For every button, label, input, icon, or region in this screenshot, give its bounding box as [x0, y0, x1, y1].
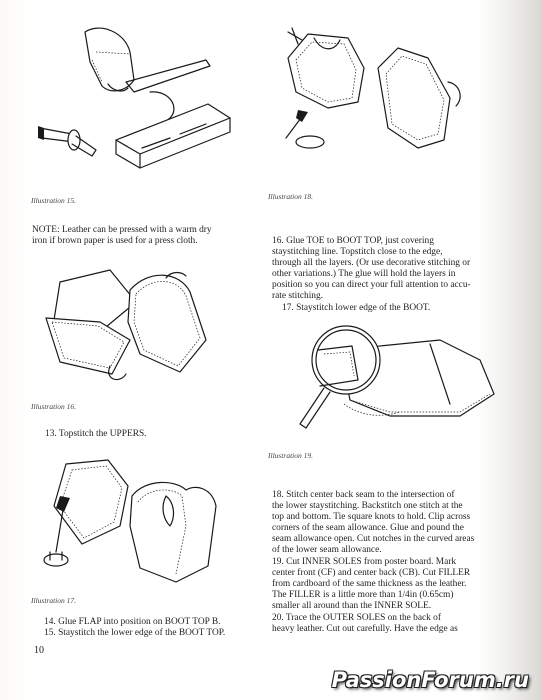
illustration-16-drawing — [40, 262, 220, 392]
step-16-line: staystitching line. Topstitch close to the edge, — [272, 247, 443, 257]
step-16-line: 16. Glue TOE to BOOT TOP, just covering — [272, 236, 434, 246]
illustration-17-drawing — [36, 456, 246, 596]
step-19-line: 19. Cut INNER SOLES from poster board. Mark — [272, 557, 457, 567]
step-20-line: heavy leather. Cut out carefully. Have the edge as — [272, 624, 458, 634]
step-13-paragraph — [45, 429, 245, 440]
step-16-line: position so you can direct your full attention to accu- — [272, 280, 471, 290]
illustration-19-drawing — [280, 320, 510, 450]
step-16-paragraph — [272, 236, 517, 302]
step-19-paragraph — [272, 557, 517, 612]
illustration-15-drawing — [30, 22, 240, 182]
step-19-line: center front (CF) and center back (CB). Cut FILLER — [272, 568, 471, 578]
step-17-paragraph — [282, 303, 517, 314]
step-19-line: from cardboard of the same thickness as the leather. — [272, 579, 467, 589]
step-16-line: rate stitching. — [272, 291, 324, 301]
step-14-line: 14. Glue FLAP into position on BOOT TOP B. — [44, 617, 221, 627]
step-18-line: 18. Stitch center back seam to the intersection of — [272, 490, 455, 500]
steps-14-15-paragraph — [44, 617, 274, 639]
step-18-line: of the lower seam allowance. — [272, 545, 382, 555]
illustration-17-caption: Illustration 17. — [31, 596, 77, 605]
step-19-line: The FILLER is a little more than 1/4in (0.65cm) — [272, 590, 454, 600]
step-18-line: top and bottom. Tie square knots to hold. Clip across — [272, 512, 471, 522]
step-18-line: the lower staystitching. Backstitch one stitch at the — [272, 501, 463, 511]
step-18-paragraph — [272, 490, 517, 556]
note-line: iron if brown paper is used for a press cloth. — [32, 236, 198, 246]
step-18-line: seam allowance open. Cut notches in the curved areas — [272, 534, 475, 544]
step-17-line: 17. Staystitch lower edge of the BOOT. — [282, 303, 431, 313]
illustration-18-caption: Illustration 18. — [268, 192, 314, 201]
illustration-18-drawing — [268, 18, 488, 178]
step-19-line: smaller all around than the INNER SOLE. — [272, 601, 432, 611]
illustration-19-caption: Illustration 19. — [268, 451, 314, 460]
page-number: 10 — [34, 645, 44, 656]
step-15-line: 15. Staystitch the lower edge of the BOOT TOP. — [44, 628, 226, 638]
note-line: NOTE: Leather can be pressed with a warm dry — [32, 225, 212, 235]
step-16-line: other variations.) The glue will hold the layers in — [272, 269, 456, 279]
site-watermark: PassionForum.ru — [331, 668, 529, 692]
step-20-line: 20. Trace the OUTER SOLES on the back of — [272, 613, 441, 623]
illustration-15-caption: Illustration 15. — [31, 196, 77, 205]
step-16-line: through all the layers. (Or use decorative stitching or — [272, 258, 471, 268]
illustration-16-caption: Illustration 16. — [31, 402, 77, 411]
step-18-line: corners of the seam allowance. Glue and pound the — [272, 523, 464, 533]
note-paragraph — [32, 225, 272, 247]
step-13-line: 13. Topstitch the UPPERS. — [45, 429, 147, 439]
step-20-paragraph — [272, 613, 517, 635]
